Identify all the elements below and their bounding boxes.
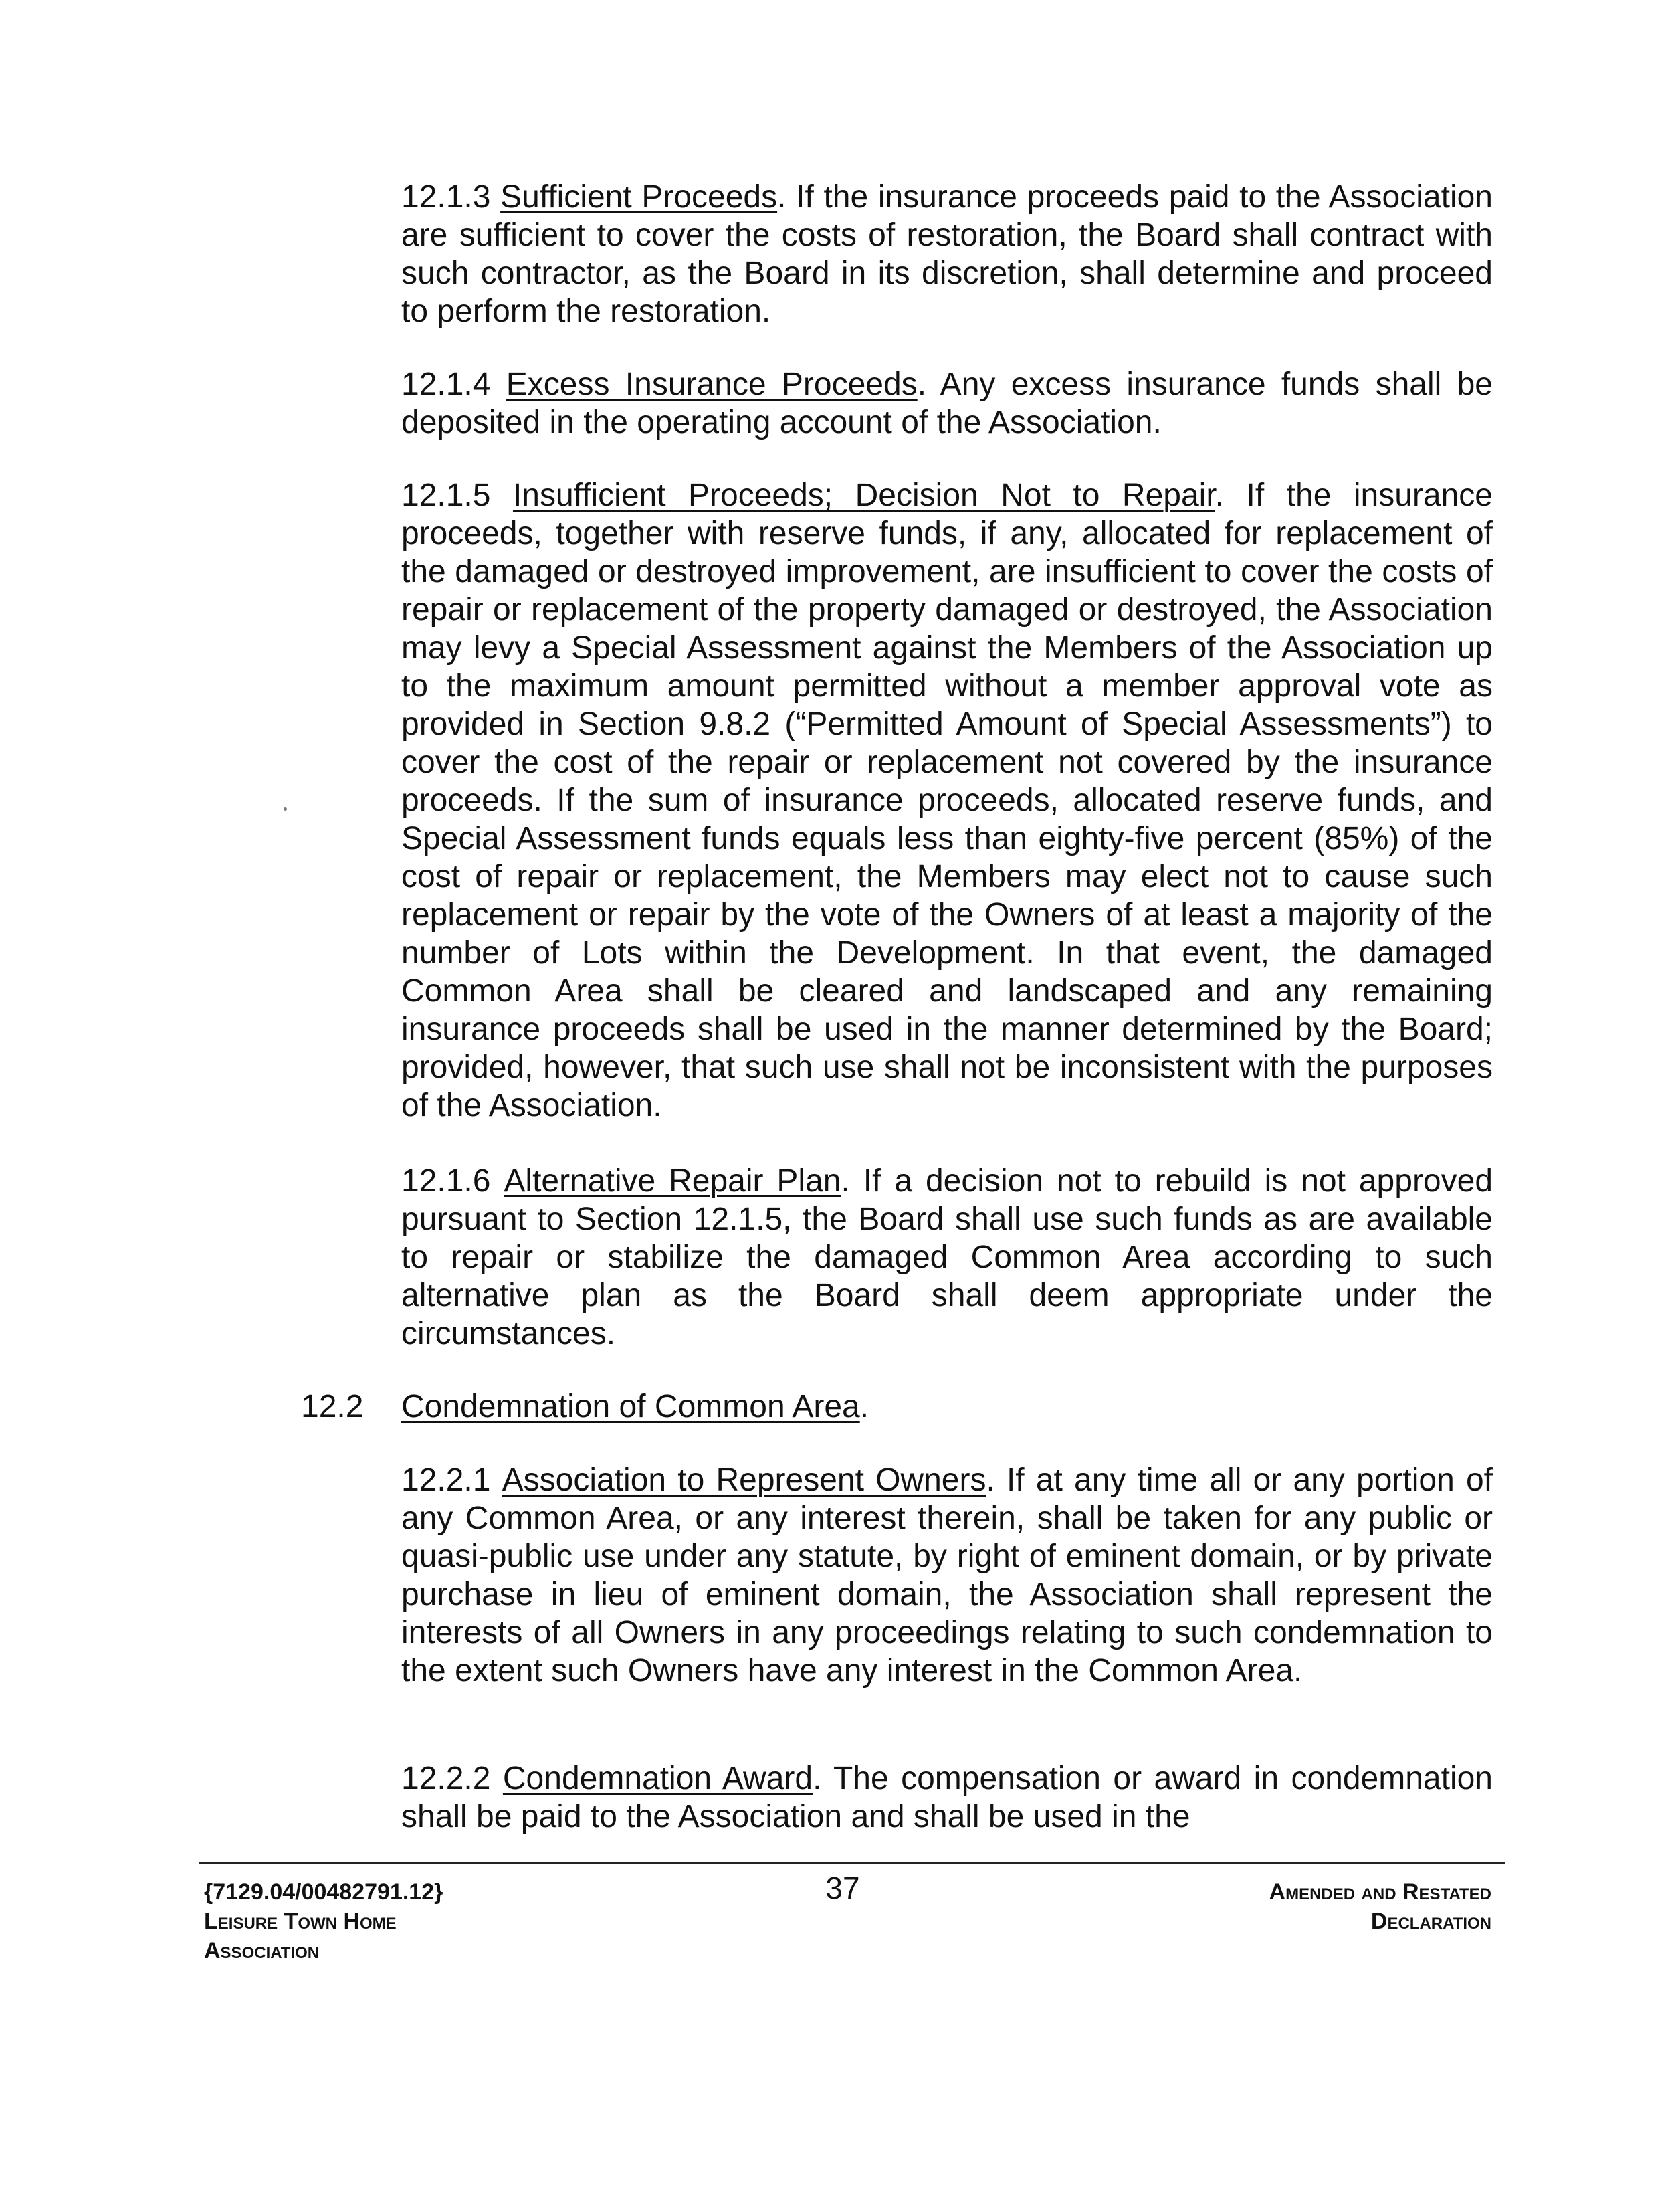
paragraph-12-1-5 (401, 476, 1493, 1125)
paragraph-body: . If the insurance proceeds paid to the Association are sufficient to cover the costs of restoration, the Board shall contract with such contractor, as the Board in its discretion, shall determine and proceed to perform the restoration. (401, 179, 1493, 329)
paragraph-body: . If the insurance proceeds, together with reserve funds, if any, allocated for replacement of the damaged or destroyed improvement, are insufficient to cover the costs of repair or replacement of the property damaged or destroyed, the Association may levy a Special Assessment against the Members of the Association up to the maximum amount permitted without a member approval vote as provided in Section 9.8.2 (“Permitted Amount of Special Assessments”) to cover the cost of the repair or replacement not covered by the insurance proceeds. If the sum of insurance proceeds, allocated reserve funds, and Special Assessment funds equals less than eighty-five percent (85%) of the cost of repair or replacement, the Members may elect not to cause such replacement or repair by the vote of the Owners of at least a majority of the number of Lots within the Development. In that event, the damaged Common Area shall be cleared and landscaped and any remaining insurance proceeds shall be used in the manner determined by the Board; provided, however, that such use shall not be inconsistent with the purposes of the Association. (401, 478, 1493, 1123)
paragraph-body: . The compensation or award in condemnation shall be paid to the Association and shall be used in the (401, 1761, 1493, 1834)
paragraph-heading: Association to Represent Owners (502, 1462, 986, 1498)
footer-org-line2: Association (204, 1938, 320, 1963)
paragraph-12-2-2 (401, 1759, 1493, 1836)
paragraph-number: 12.1.6 (401, 1163, 491, 1199)
paragraph-12-1-4 (401, 365, 1493, 442)
section-heading-12-2 (401, 1387, 1493, 1426)
section-number: 12.2 (301, 1389, 364, 1424)
paragraph-heading: Insufficient Proceeds; Decision Not to Repair (512, 478, 1215, 513)
paragraph-number: 12.1.5 (401, 478, 491, 513)
paragraph-heading: Excess Insurance Proceeds (506, 367, 918, 402)
footer-divider (199, 1862, 1505, 1864)
footer-right (1269, 1877, 1491, 1936)
paragraph-body: . Any excess insurance funds shall be deposited in the operating account of the Association. (401, 367, 1493, 440)
section-heading: Condemnation of Common Area (401, 1389, 860, 1424)
paragraph-heading: Alternative Repair Plan (504, 1163, 841, 1199)
footer-title-line2: Declaration (1370, 1909, 1491, 1934)
footer-org-line1: Leisure Town Home (204, 1909, 397, 1934)
paragraph-number: 12.2.2 (401, 1761, 491, 1796)
paragraph-12-2-1 (401, 1461, 1493, 1690)
paragraph-number: 12.2.1 (401, 1462, 491, 1498)
paragraph-heading: Condemnation Award (502, 1761, 813, 1796)
paragraph-heading: Sufficient Proceeds (500, 179, 778, 215)
paragraph-number: 12.1.4 (401, 367, 491, 402)
paragraph-12-1-6 (401, 1162, 1493, 1353)
paragraph-12-1-3 (401, 178, 1493, 330)
footer-doc-id: {7129.04/00482791.12} (204, 1879, 443, 1905)
page-number: 37 (825, 1870, 860, 1905)
paragraph-body: . If at any time all or any portion of any Common Area, or any interest therein, shall be taken for any public or quasi-public use under any statute, by right of eminent domain, or by private purchase in lieu of eminent domain, the Association shall represent the interests of all Owners in any proceedings relating to such condemnation to the extent such Owners have any interest in the Common Area. (401, 1462, 1493, 1689)
scan-speck (284, 807, 287, 811)
footer-left (204, 1877, 443, 1965)
section-heading-suffix: . (859, 1389, 869, 1424)
paragraph-number: 12.1.3 (401, 179, 491, 215)
paragraph-body: . If a decision not to rebuild is not approved pursuant to Section 12.1.5, the Board shall use such funds as are available to repair or stabilize the damaged Common Area according to such alternative plan as the Board shall deem appropriate under the circumstances. (401, 1163, 1493, 1351)
footer-title-line1: Amended and Restated (1269, 1879, 1491, 1905)
